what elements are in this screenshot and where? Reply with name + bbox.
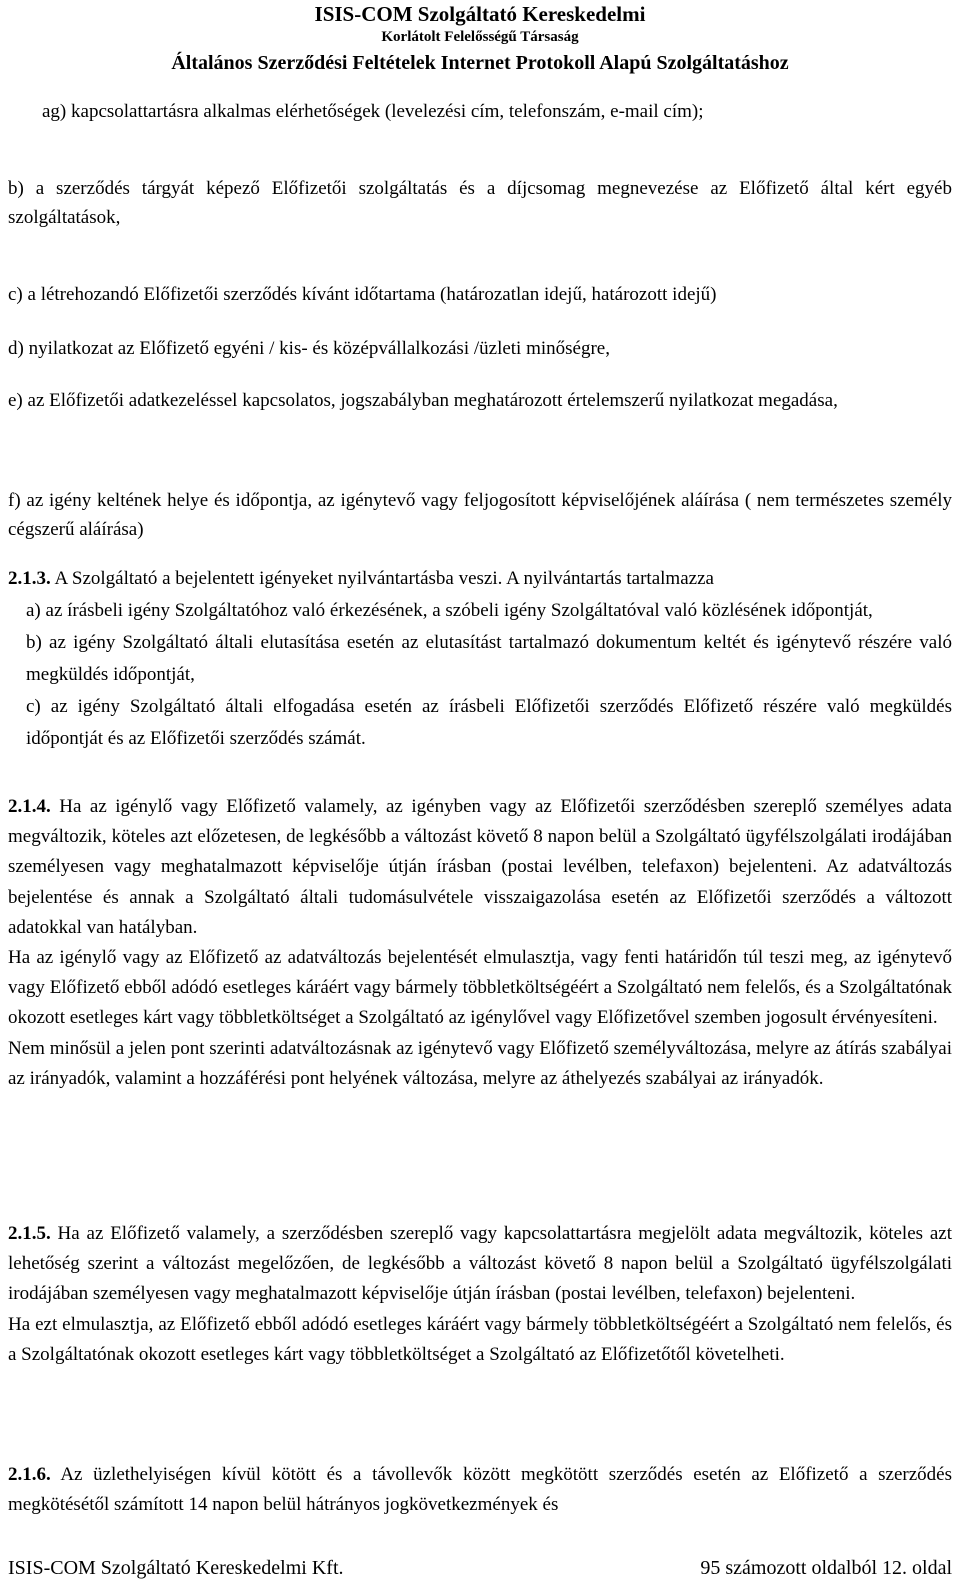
- list-item: a) az írásbeli igény Szolgáltatóhoz való érkezésének, a szóbeli igény Szolgáltatóval való közlésének időpontját,: [26, 600, 873, 621]
- item-c: c) a létrehozandó Előfizetői szerződés kívánt időtartama (határozatlan idejű, határozott idejű): [8, 284, 717, 305]
- section-2-1-3: 2.1.3. A Szolgáltató a bejelentett igényeket nyilvántartásba veszi. A nyilvántartás tartalmazza a) az írásbeli igény Szolgáltatóhoz való érkezésének, a szóbeli igény Szolgáltatóval való közlésének időpontját, b) az igény Szolgáltató általi elutasítása esetén az elutasítást tartalmazó dokumentum keltét és igénytevő részére való megküldés időpontját, c) az igény Szolgáltató általi elfogadása esetén az írásbeli Előfizetői szerződés Előfizető részére való megküldés időpontját és az Előfizetői szerződés számát.: [8, 563, 952, 755]
- footer-page-number: 95 számozott oldalból 12. oldal: [700, 1557, 952, 1579]
- section-number: 2.1.3.: [8, 568, 51, 589]
- item-b: b) a szerződés tárgyát képező Előfizetői szolgáltatás és a díjcsomag megnevezése az Előfizető által kért egyéb szolgáltatások,: [8, 178, 952, 228]
- item-f: f) az igény keltének helye és időpontja, az igénytevő vagy feljogosított képviselőjének aláírása ( nem természetes személy cégszerű aláírása): [8, 490, 952, 540]
- item-e: e) az Előfizetői adatkezeléssel kapcsolatos, jogszabályban meghatározott értelemszerű nyilatkozat megadása,: [8, 390, 838, 411]
- section-number: 2.1.4.: [8, 796, 51, 817]
- list-item: c) az igény Szolgáltató általi elfogadása esetén az írásbeli Előfizetői szerződés Előfizető részére való megküldés időpontját és az Előfizetői szerződés számát.: [26, 696, 952, 749]
- header-company-type: Korlátolt Felelősségű Társaság: [381, 29, 579, 45]
- header-company: ISIS-COM Szolgáltató Kereskedelmi: [314, 2, 646, 26]
- section-number: 2.1.5.: [8, 1223, 51, 1244]
- section-2-1-5: 2.1.5. Ha az Előfizető valamely, a szerződésben szereplő vagy kapcsolattartásra megjelölt adata megváltozik, köteles azt lehetőség szerint a változást megelőzően, de legkésőbb a változást követő 8 napon belül a Szolgáltató ügyfélszolgálati irodájában személyesen vagy meghatalmazott képviselője útján írásban (postai levélben, telefaxon) bejelenteni. Ha ezt elmulasztja, az Előfizető ebből adódó esetleges káráért vagy bármely többletköltségéért a Szolgáltató nem felelős, és a Szolgáltatónak okozott esetleges kárt vagy többletköltséget a Szolgáltató az Előfizetőtől követelheti.: [8, 1223, 952, 1365]
- footer-company: ISIS-COM Szolgáltató Kereskedelmi Kft.: [8, 1557, 344, 1579]
- page-footer: [8, 1554, 952, 1582]
- header-doc-title: Általános Szerződési Feltételek Internet Protokoll Alapú Szolgáltatáshoz: [171, 52, 789, 74]
- list-item: b) az igény Szolgáltató általi elutasítása esetén az elutasítást tartalmazó dokumentum keltét és igénytevő részére való megküldés időpontját,: [26, 632, 952, 685]
- item-ag: ag) kapcsolattartásra alkalmas elérhetőségek (levelezési cím, telefonszám, e-mail cím);: [42, 101, 704, 122]
- section-number: 2.1.6.: [8, 1464, 51, 1485]
- section-2-1-4: 2.1.4. Ha az igénylő vagy Előfizető valamely, az igényben vagy az Előfizetői szerződésben szereplő személyes adata megváltozik, köteles azt előzetesen, de legkésőbb a változást követő 8 napon belül a Szolgáltató ügyfélszolgálati irodájában személyesen vagy meghatalmazott képviselője útján írásban (postai levélben, telefaxon) bejelenteni. Az adatváltozás bejelentése és annak a Szolgáltató általi tudomásulvétele visszaigazolása esetén az Előfizetői szerződés a változott adatokkal van hatályban. Ha az igénylő vagy az Előfizető az adatváltozás bejelentését elmulasztja, vagy fenti határidőn túl teszi meg, az igénytevő vagy Előfizető ebből adódó esetleges káráért vagy bármely többletköltségéért a Szolgáltató nem felelős, és a Szolgáltatónak okozott esetleges kárt vagy többletköltséget a Szolgáltató az igénylővel vagy Előfizetővel szemben jogosult érvényesíteni. Nem minősül a jelen pont szerinti adatváltozásnak az igénytevő vagy Előfizető személyváltozása, melyre az átírás szabályai az irányadók, valamint a hozzáférési pont helyének változása, melyre az áthelyezés szabályai az irányadók.: [8, 796, 952, 1089]
- section-2-1-6: 2.1.6. Az üzlethelyiségen kívül kötött és a távollevők között megkötött szerződés esetén az Előfizető a szerződés megkötésétől számított 14 napon belül hátrányos jogkövetkezmények és: [8, 1464, 952, 1516]
- item-d: d) nyilatkozat az Előfizető egyéni / kis- és középvállalkozási /üzleti minőségre,: [8, 338, 610, 359]
